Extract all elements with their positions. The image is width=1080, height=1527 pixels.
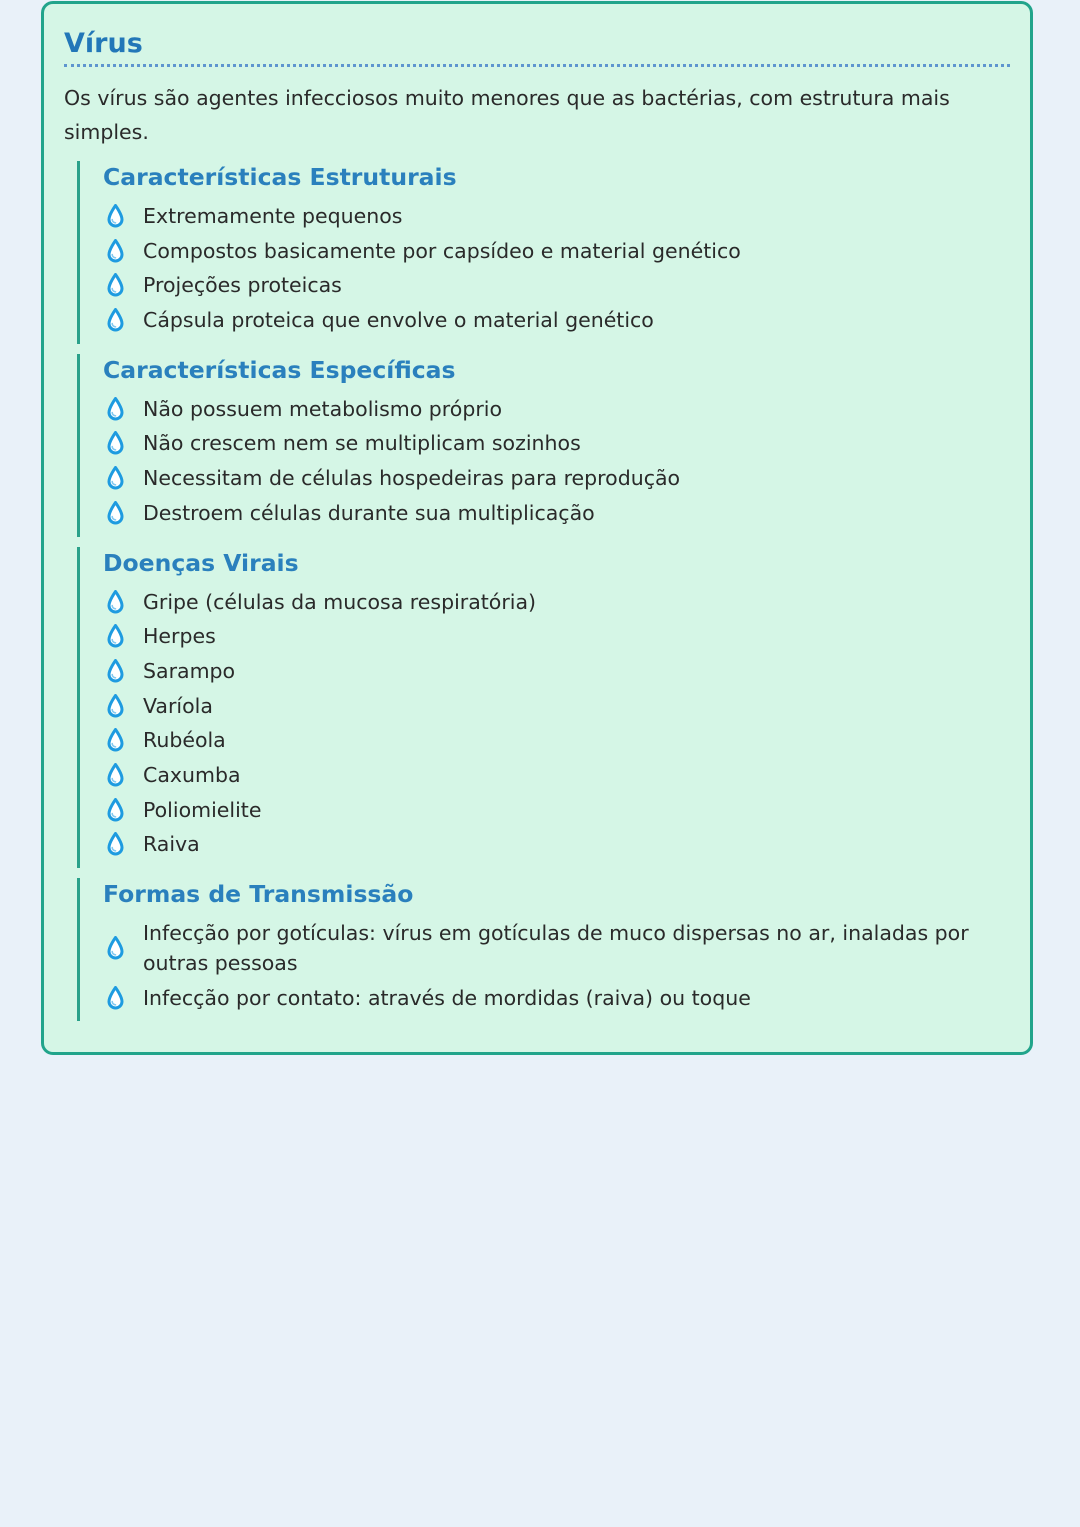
water-drop-icon xyxy=(107,466,124,490)
list-item xyxy=(103,305,1010,335)
water-drop-icon xyxy=(107,694,124,718)
list-item xyxy=(103,201,1010,231)
list-item-text: Projeções proteicas xyxy=(143,273,342,298)
list-item xyxy=(103,656,1010,686)
section-title: Características Estruturais xyxy=(103,163,457,191)
water-drop-icon xyxy=(107,431,124,455)
list-item-text: Caxumba xyxy=(143,762,241,787)
bullet-list xyxy=(103,918,1010,1013)
bullet-list xyxy=(103,201,1010,335)
section-specific xyxy=(77,354,1010,537)
water-drop-icon xyxy=(107,590,124,614)
water-drop-icon xyxy=(107,936,124,960)
list-item-text: Sarampo xyxy=(143,658,236,683)
list-item-text: Varíola xyxy=(143,693,213,718)
list-item xyxy=(103,983,1010,1013)
water-drop-icon xyxy=(107,763,124,787)
list-item-text: Infecção por gotículas: vírus em gotículas de muco dispersas no ar, inaladas por outras pessoas xyxy=(143,921,969,975)
list-item xyxy=(103,621,1010,651)
intro-text: Os vírus são agentes infecciosos muito menores que as bactérias, com estrutura mais simples. xyxy=(64,86,950,144)
list-item-text: Não possuem metabolismo próprio xyxy=(143,396,503,421)
bullet-list xyxy=(103,394,1010,528)
list-item xyxy=(103,498,1010,528)
list-item-text: Raiva xyxy=(143,832,200,857)
section-title: Doenças Virais xyxy=(103,548,299,577)
list-item-text: Cápsula proteica que envolve o material genético xyxy=(143,308,654,333)
virus-card xyxy=(41,1,1033,1055)
water-drop-icon xyxy=(107,986,124,1010)
list-item-text: Destroem células durante sua multiplicação xyxy=(143,500,595,525)
title-divider xyxy=(64,64,1010,67)
section-structural xyxy=(77,161,1010,344)
water-drop-icon xyxy=(107,728,124,752)
list-item xyxy=(103,236,1010,266)
list-item xyxy=(103,691,1010,721)
list-item xyxy=(103,394,1010,424)
section-transmission xyxy=(77,878,1010,1021)
water-drop-icon xyxy=(107,832,124,856)
list-item xyxy=(103,587,1010,617)
water-drop-icon xyxy=(107,397,124,421)
list-item-text: Herpes xyxy=(143,624,216,649)
list-item-text: Necessitam de células hospedeiras para reprodução xyxy=(143,466,681,491)
list-item xyxy=(103,270,1010,300)
list-item xyxy=(103,829,1010,859)
list-item xyxy=(103,795,1010,825)
water-drop-icon xyxy=(107,204,124,228)
list-item-text: Poliomielite xyxy=(143,797,262,822)
bullet-list xyxy=(103,587,1010,860)
water-drop-icon xyxy=(107,308,124,332)
list-item-text: Gripe (células da mucosa respiratória) xyxy=(143,589,537,614)
section-viral-diseases xyxy=(77,547,1010,869)
list-item-text: Rubéola xyxy=(143,728,226,753)
list-item-text: Não crescem nem se multiplicam sozinhos xyxy=(143,431,581,456)
list-item-text: Extremamente pequenos xyxy=(143,204,403,228)
section-title: Formas de Transmissão xyxy=(103,880,414,908)
water-drop-icon xyxy=(107,273,124,297)
water-drop-icon xyxy=(107,798,124,822)
list-item xyxy=(103,760,1010,790)
list-item-text: Compostos basicamente por capsídeo e material genético xyxy=(143,238,741,263)
water-drop-icon xyxy=(107,501,124,525)
card-title: Vírus xyxy=(64,28,143,59)
list-item xyxy=(103,463,1010,493)
water-drop-icon xyxy=(107,624,124,648)
water-drop-icon xyxy=(107,659,124,683)
section-title: Características Específicas xyxy=(103,355,456,384)
water-drop-icon xyxy=(107,239,124,263)
list-item xyxy=(103,428,1010,458)
list-item-text: Infecção por contato: através de mordidas (raiva) ou toque xyxy=(143,985,751,1010)
list-item xyxy=(103,725,1010,755)
list-item xyxy=(103,918,1010,978)
